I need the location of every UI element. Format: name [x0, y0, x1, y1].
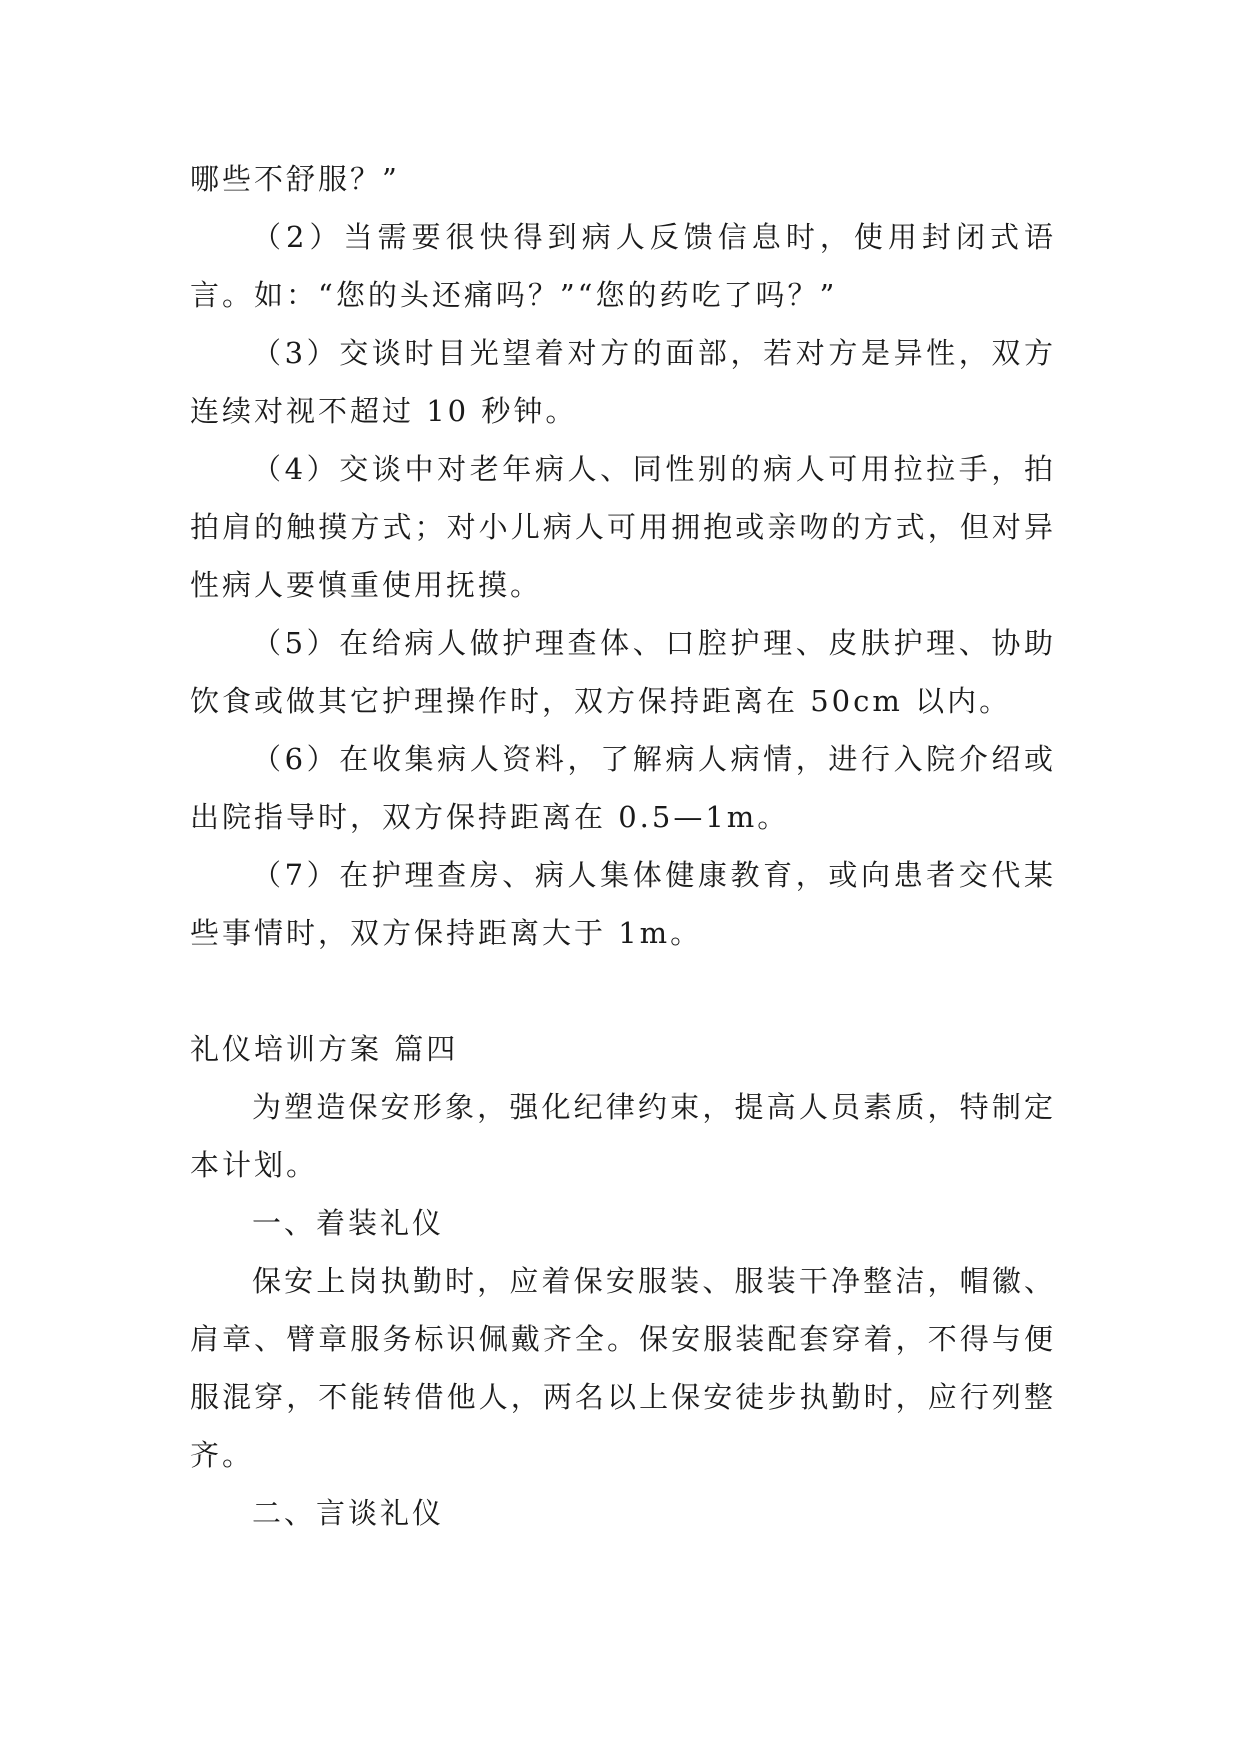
section-title: 礼仪培训方案 篇四 — [190, 1032, 459, 1066]
section-heading-speech: 二、言谈礼仪 — [252, 1496, 445, 1530]
paragraph-item-3: （3）交谈时目光望着对方的面部，若对方是异性，双方连续对视不超过 10 秒钟。 — [190, 336, 1056, 428]
paragraph-item-5: （5）在给病人做护理查体、口腔护理、皮肤护理、协助饮食或做其它护理操作时，双方保持距离在 50cm 以内。 — [190, 626, 1056, 718]
paragraph-item-4: （4）交谈中对老年病人、同性别的病人可用拉拉手，拍拍肩的触摸方式；对小儿病人可用拥抱或亲吻的方式，但对异性病人要慎重使用抚摸。 — [190, 452, 1056, 602]
document-body — [190, 150, 1056, 1542]
section-spacer — [190, 962, 1056, 1020]
section-intro: 为塑造保安形象，强化纪律约束，提高人员素质，特制定本计划。 — [190, 1090, 1056, 1182]
paragraph-continuation: 哪些不舒服？” — [190, 162, 400, 196]
section-body-dress: 保安上岗执勤时，应着保安服装、服装干净整洁，帽徽、肩章、臂章服务标识佩戴齐全。保安服装配套穿着，不得与便服混穿，不能转借他人，两名以上保安徒步执勤时，应行列整齐。 — [190, 1264, 1056, 1472]
paragraph-item-7: （7）在护理查房、病人集体健康教育，或向患者交代某些事情时，双方保持距离大于 1m。 — [190, 858, 1056, 950]
paragraph-item-6: （6）在收集病人资料，了解病人病情，进行入院介绍或出院指导时，双方保持距离在 0.5—1m。 — [190, 742, 1056, 834]
section-heading-dress: 一、着装礼仪 — [252, 1206, 445, 1240]
paragraph-item-2: （2）当需要很快得到病人反馈信息时，使用封闭式语言。如：“您的头还痛吗？”“您的药吃了吗？” — [190, 220, 1056, 312]
